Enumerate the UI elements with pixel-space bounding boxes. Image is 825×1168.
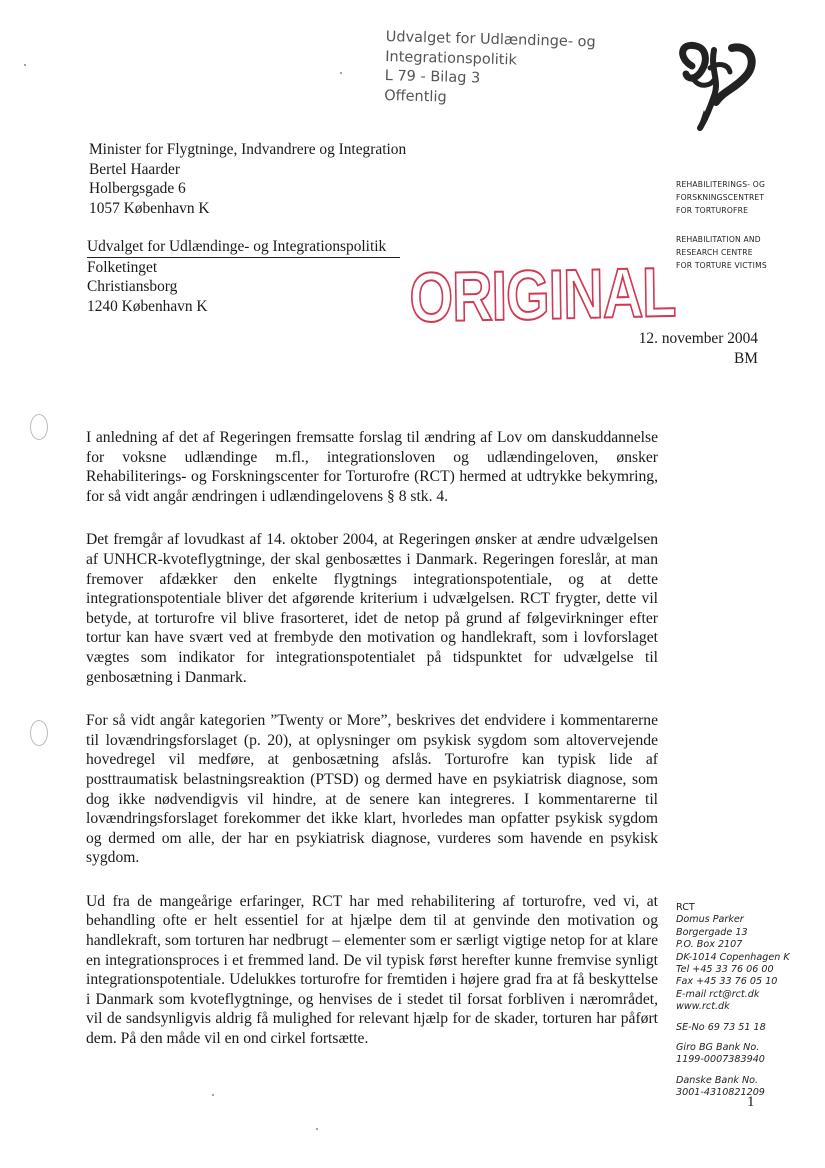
org-line: FOR TORTURE VICTIMS <box>676 261 767 270</box>
sidebar-line: DK-1014 Copenhagen K <box>676 951 790 963</box>
recipient-committee <box>87 237 400 316</box>
sidebar-line: Domus Parker <box>676 914 744 926</box>
sidebar-se-number: SE-No 69 73 51 18 <box>676 1021 766 1033</box>
sidebar-line: www.rct.dk <box>676 1001 730 1013</box>
punch-hole <box>30 414 48 440</box>
stamp-line: L 79 - Bilag 3 <box>384 67 481 87</box>
date-line: 12. november 2004 <box>638 330 758 347</box>
sidebar-line: Tel +45 33 76 06 00 <box>676 964 774 976</box>
sidebar-line: Danske Bank No. <box>676 1074 759 1086</box>
sidebar-org-name: RCT <box>676 902 695 913</box>
sidebar-line: Giro BG Bank No. <box>676 1042 760 1054</box>
committee-stamp <box>384 28 636 113</box>
page-number: 1 <box>747 1094 755 1110</box>
address-line: Bertel Haarder <box>89 160 181 178</box>
letter-date <box>580 329 758 368</box>
recipient-minister <box>89 140 406 218</box>
sidebar-line: 3001-4310821209 <box>676 1087 765 1099</box>
org-name-english <box>676 233 767 272</box>
scan-speck <box>212 1094 214 1096</box>
address-line: Christiansborg <box>87 278 178 296</box>
address-line: Minister for Flygtninge, Indvandrere og Integration <box>89 141 407 158</box>
scan-speck <box>24 64 26 66</box>
punch-hole <box>30 720 48 746</box>
stamp-line: Integrationspolitik <box>385 48 518 68</box>
sidebar-contact <box>676 902 790 1100</box>
scan-speck <box>340 72 342 74</box>
org-line: FORSKNINGSCENTRET <box>676 193 765 202</box>
body-paragraph: Ud fra de mangeårige erfaringer, RCT har med rehabilitering af torturofre, ved vi, at behandling ofte er helt essentiel for at hjælpe dem til at genvinde den motivation og handlekraft, som torturen har nedbrugt – elementer som er særligt vigtige netop for at klare en integrationsproces i et fremmed land. De vil typisk først herefter kunne fremvise synligt integrationspotentiale. Udelukkes torturofre for fremtiden i højere grad fra at få beskyttelse i Danmark som kvoteflygtninge, og henvises de i stedet til forsat forbliven i nærområdet, vil de sandsynligvis aldrig få mulighed for relevant hjælp for de skader, torturen har påført dem. På den måde vil en ond cirkel fortsætte. <box>86 892 658 1048</box>
letter-body <box>86 428 658 1073</box>
address-line: 1057 København K <box>89 199 210 217</box>
address-line: Holbergsgade 6 <box>89 180 186 198</box>
sidebar-line: Borgergade 13 <box>676 926 748 938</box>
scan-speck <box>316 1128 318 1130</box>
body-paragraph: Det fremgår af lovudkast af 14. oktober 2004, at Regeringen ønsker at ændre udvælgelsen af UNHCR-kvoteflygtninge, der skal genbosættes i Danmark. Regeringen foreslår, at man fremover afdækker den enkelte flygtnings integrationspotentiale, og at dette integrationspotentiale bliver det afgørende kriterium i udvælgelsen. RCT frygter, dette vil betyde, at torturofre vil blive frasorteret, idet de netop på grund af følgevirkninger efter tortur kan have svært ved at frembyde den motivation og handlekraft, som i lovforslaget vægtes som indikator for integrationspotentialet på tidspunktet for udvælgelse til genbosætning i Danmark. <box>86 531 658 686</box>
committee-heading: Udvalget for Udlændinge- og Integrationspolitik <box>87 237 400 258</box>
sidebar-line: E-mail rct@rct.dk <box>676 988 760 1000</box>
org-line: REHABILITATION AND <box>676 235 761 244</box>
org-line: REHABILITERINGS- OG <box>676 180 766 189</box>
rct-logo-icon <box>670 40 760 132</box>
stamp-line: Udvalget for Udlændinge- og <box>385 28 596 51</box>
sidebar-line: Fax +45 33 76 05 10 <box>676 976 778 988</box>
original-stamp: ORIGINAL <box>409 252 676 337</box>
body-paragraph: I anledning af det af Regeringen fremsatte forslag til ændring af Lov om danskuddannelse for voksne udlændinge m.fl., integrationsloven og udlændingeloven, ønsker Rehabiliterings- og Forskningscenter for Torturofre (RCT) hermed at udtrykke bekymring, for så vidt angår ændringen i udlændingelovens § 8 stk. 4. <box>86 429 658 505</box>
org-line: RESEARCH CENTRE <box>676 248 753 257</box>
initials: BM <box>734 349 758 367</box>
address-line: Folketinget <box>87 258 158 276</box>
org-line: FOR TORTUROFRE <box>676 206 749 215</box>
address-line: 1240 København K <box>87 297 208 315</box>
stamp-line: Offentlig <box>384 87 447 106</box>
sidebar-line: 1199-0007383940 <box>676 1054 765 1066</box>
body-paragraph: For så vidt angår kategorien ”Twenty or More”, beskrives det endvidere i kommentarerne til lovændringsforslaget (p. 20), at oplysninger om psykisk sygdom som altovervejende hovedregel vil medføre, at genbosætning afslås. Torturofre kan typisk lide af posttraumatisk belastningsreaktion (PTSD) og dermed have en psykiatrisk diagnose, som dog ikke nødvendigvis vil hindre, at de senere kan integreres. I kommentarerne til lovændringsforslaget forekommer det ikke klart, hvorledes man opfatter psykisk sygdom og dermed om alle, der har en psykiatrisk diagnose, vurderes som havende en psykisk sygdom. <box>86 712 658 867</box>
sidebar-line: P.O. Box 2107 <box>676 939 743 951</box>
org-name-danish <box>676 178 765 217</box>
